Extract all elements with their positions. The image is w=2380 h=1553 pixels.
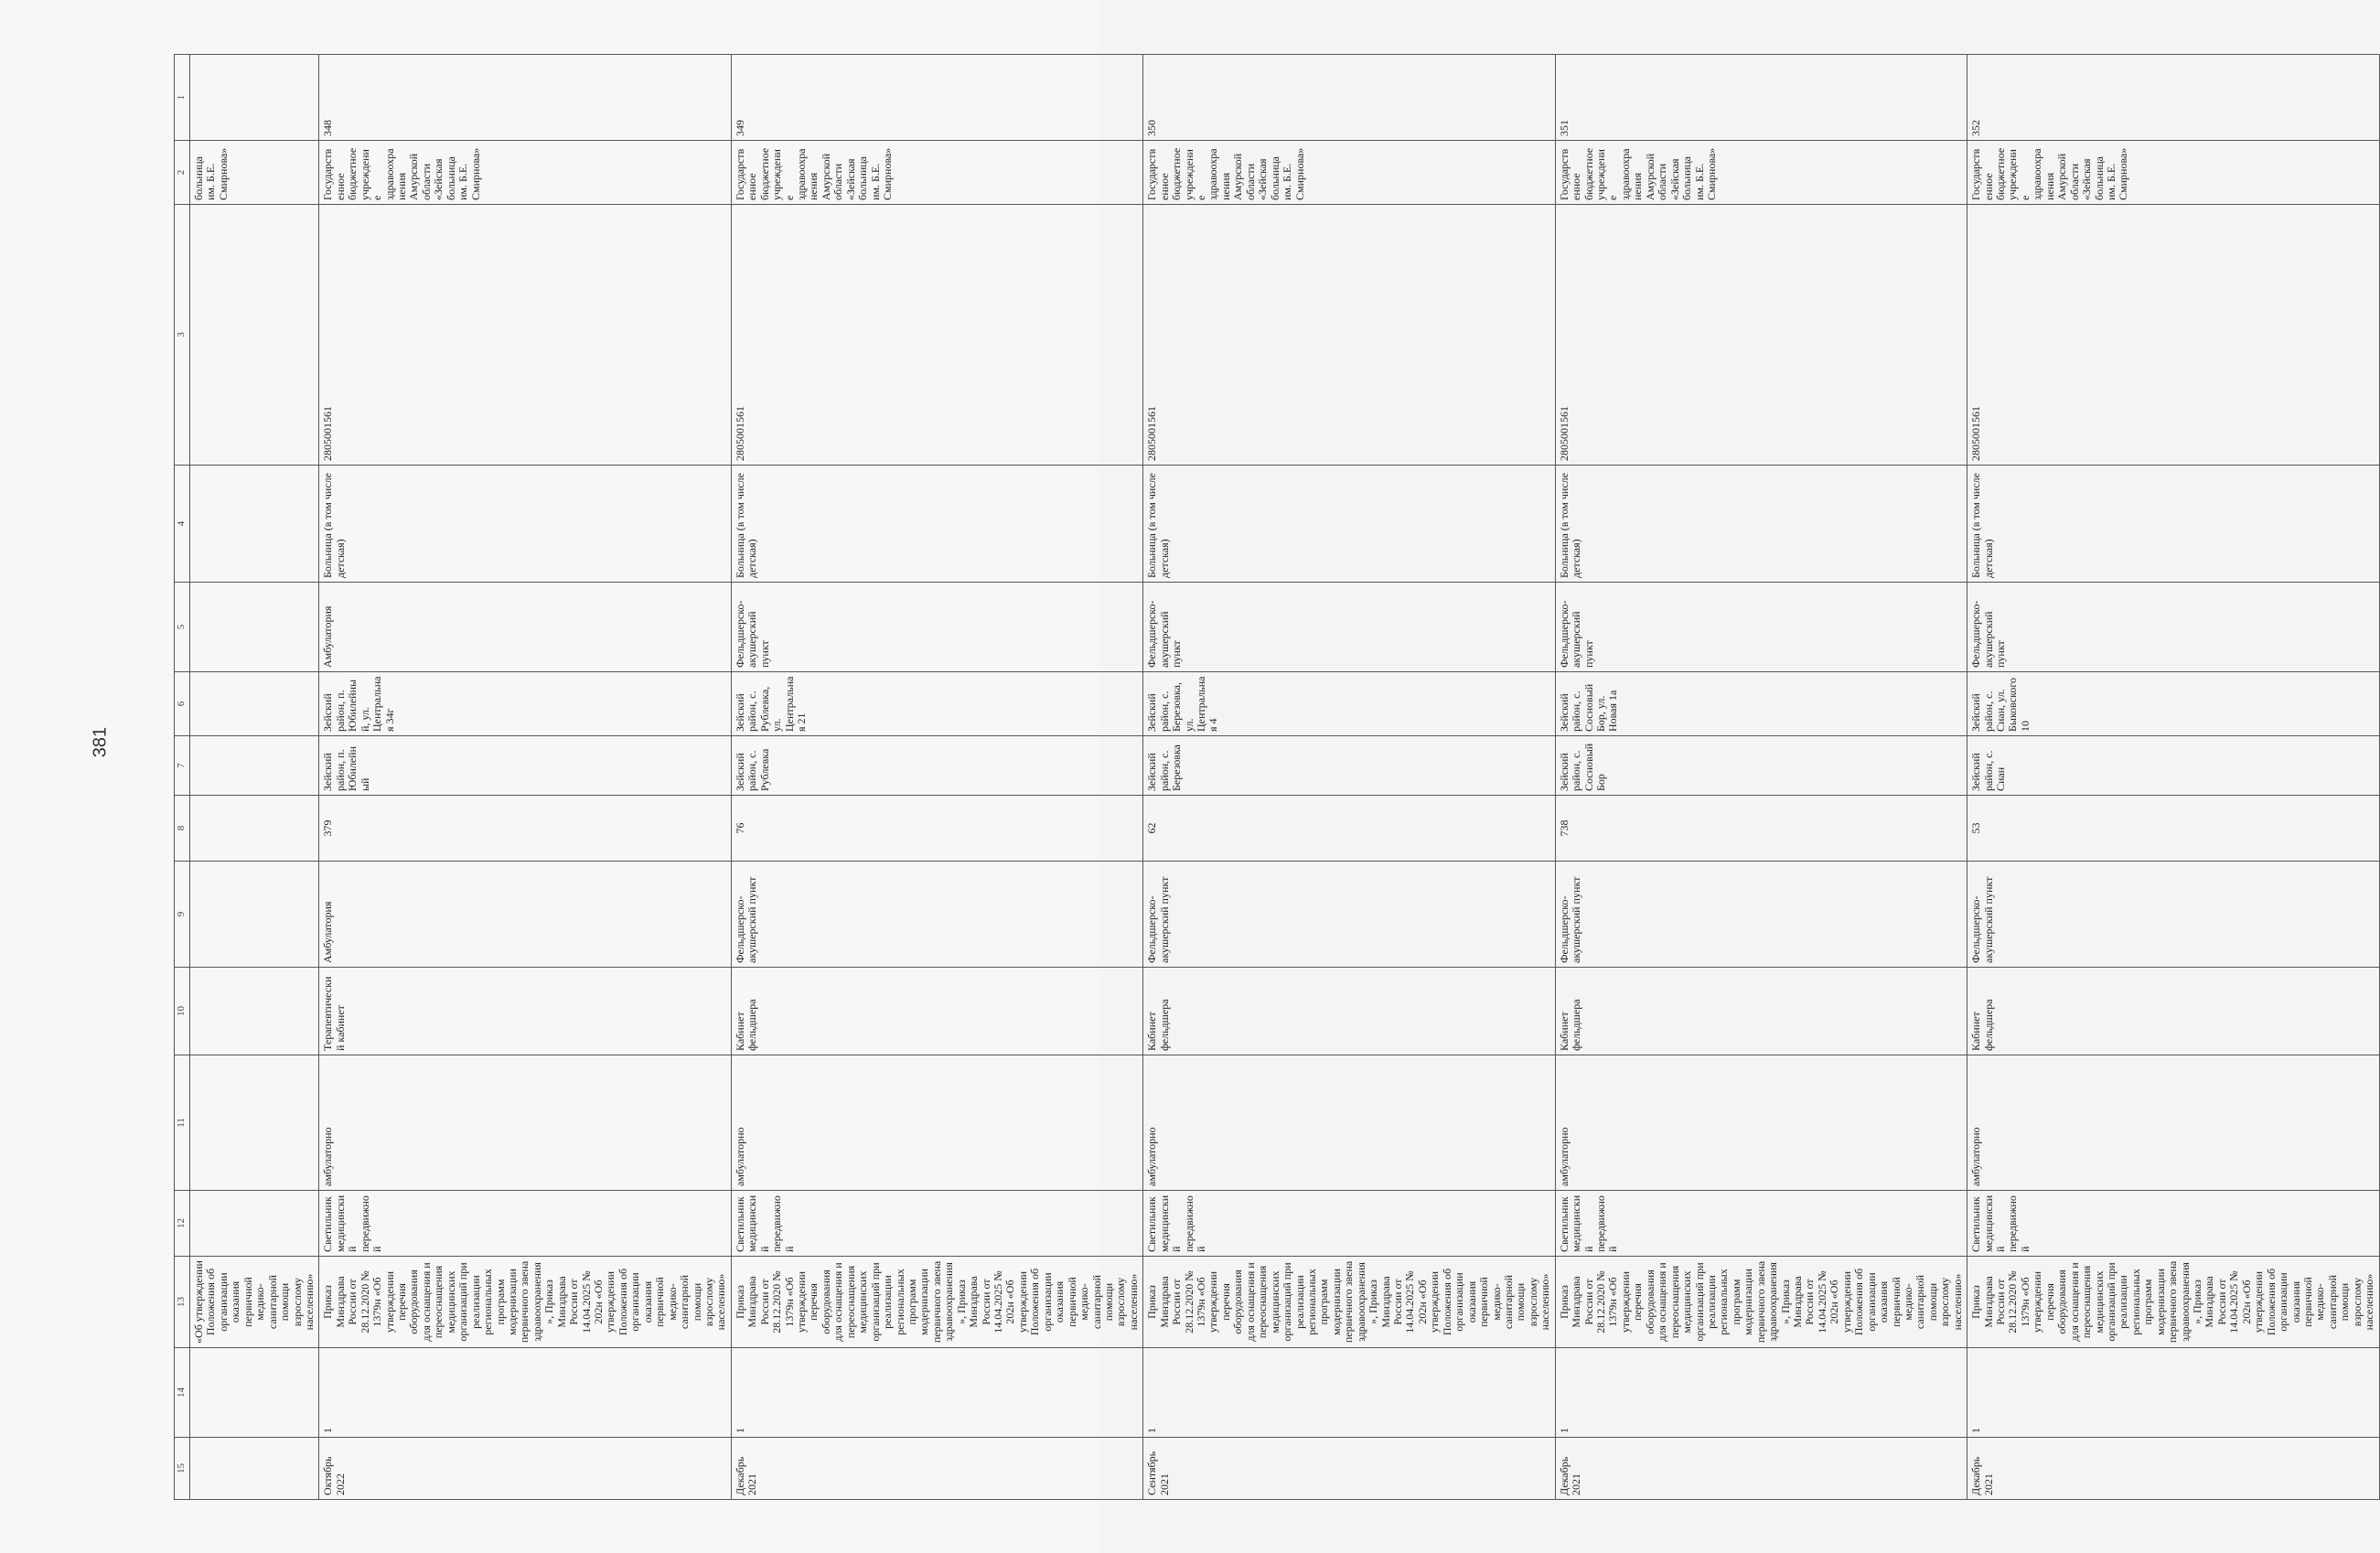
population-cell: 53 [1967, 796, 2379, 862]
room-cell: Кабинет фельдшера [1555, 968, 1967, 1055]
col-number: 8 [175, 796, 190, 862]
continuation-row [190, 55, 319, 1500]
basis-cell: Приказ Минздрава России от 28.12.2020 № 1379н «Об утверждении перечня оборудования для оснащения и переоснащения медицинских организаций при реализации региональных программ модернизации первичного звена здравоохранения», Приказ Минздрава России от 14.04.2025 № 202н «Об утверждении Положения об организации оказания первичной медико-санитарной помощи взрослому населению» [1967, 1257, 2379, 1348]
table-row [319, 55, 731, 1500]
type-cell: Больница (в том числе детская) [1967, 466, 2379, 583]
unit-short-cell: Фельдшерско-акушерский пункт [1967, 862, 2379, 968]
unit-short-cell: Фельдшерско-акушерский пункт [731, 862, 1142, 968]
table-row [1555, 55, 1967, 1500]
equipment-cell: Светильник медицинский передвижной [1555, 1191, 1967, 1257]
basis-cell: Приказ Минздрава России от 28.12.2020 № 1379н «Об утверждении перечня оборудования для оснащения и переоснащения медицинских организаций при реализации региональных программ модернизации первичного звена здравоохранения», Приказ Минздрава России от 14.04.2025 № 202н «Об утверждении Положения об организации оказания первичной медико-санитарной помощи взрослому населению» [1143, 1257, 1555, 1348]
qty-cell: 1 [1143, 1348, 1555, 1438]
unit-cell: Фельдшерско-акушерский пункт [1967, 583, 2379, 672]
qty-cell: 1 [731, 1348, 1142, 1438]
unit-cell: Фельдшерско-акушерский пункт [731, 583, 1142, 672]
col-number: 6 [175, 672, 190, 736]
locality-cell: Зейский район, с. Сосновый Бор [1555, 736, 1967, 796]
mode-cell: амбулаторно [319, 1055, 731, 1191]
org-cell: Государственное бюджетное учреждение здравоохранения Амурской области «Зейская больница им. Б.Е. Смирнова» [1967, 141, 2379, 205]
room-cell: Терапевтический кабинет [319, 968, 731, 1055]
qty-cell: 1 [319, 1348, 731, 1438]
address-cell: Зейский район, п. Юбилейный, ул. Центральная 34г [319, 672, 731, 736]
col-number: 5 [175, 583, 190, 672]
inn-cell: 2805001561 [1143, 205, 1555, 466]
address-cell: Зейский район, с. Березовка, ул. Центральная 4 [1143, 672, 1555, 736]
col-number: 7 [175, 736, 190, 796]
rotated-table-sheet [174, 55, 2376, 1500]
org-cell: Государственное бюджетное учреждение здравоохранения Амурской области «Зейская больница им. Б.Е. Смирнова» [1143, 141, 1555, 205]
col-number: 13 [175, 1257, 190, 1348]
org-cell: больница им. Б.Е. Смирнова» [190, 141, 319, 205]
type-cell: Больница (в том числе детская) [319, 466, 731, 583]
unit-cell: Фельдшерско-акушерский пункт [1143, 583, 1555, 672]
row-number-cell: 349 [731, 55, 1142, 141]
column-number-row [175, 55, 190, 1500]
address-cell: Зейский район, с. Сиан, ул. Быковского 10 [1967, 672, 2379, 736]
address-cell: Зейский район, с. Рублевка, ул. Центральная 21 [731, 672, 1142, 736]
mode-cell: амбулаторно [731, 1055, 1142, 1191]
col-number: 14 [175, 1348, 190, 1438]
col-number: 11 [175, 1055, 190, 1191]
type-cell: Больница (в том числе детская) [1143, 466, 1555, 583]
type-cell: Больница (в том числе детская) [1555, 466, 1967, 583]
locality-cell: Зейский район, с. Рублевка [731, 736, 1142, 796]
mode-cell: амбулаторно [1143, 1055, 1555, 1191]
unit-cell: Фельдшерско-акушерский пункт [1555, 583, 1967, 672]
type-cell: Больница (в том числе детская) [731, 466, 1142, 583]
col-number: 15 [175, 1438, 190, 1500]
unit-short-cell: Фельдшерско-акушерский пункт [1555, 862, 1967, 968]
basis-cell: Приказ Минздрава России от 28.12.2020 № 1379н «Об утверждении перечня оборудования для оснащения и переоснащения медицинских организаций при реализации региональных программ модернизации первичного звена здравоохранения», Приказ Минздрава России от 14.04.2025 № 202н «Об утверждении Положения об организации оказания первичной медико-санитарной помощи взрослому населению» [319, 1257, 731, 1348]
room-cell: Кабинет фельдшера [1967, 968, 2379, 1055]
address-cell: Зейский район, с. Сосновый Бор, ул. Новая 1а [1555, 672, 1967, 736]
qty-cell: 1 [1967, 1348, 2379, 1438]
table-row [1143, 55, 1555, 1500]
col-number: 12 [175, 1191, 190, 1257]
col-number: 4 [175, 466, 190, 583]
unit-cell: Амбулатория [319, 583, 731, 672]
page-number: 381 [90, 726, 111, 758]
population-cell: 738 [1555, 796, 1967, 862]
equipment-register-table [174, 54, 2380, 1500]
locality-cell: Зейский район, с. Сиан [1967, 736, 2379, 796]
population-cell: 76 [731, 796, 1142, 862]
table-row [731, 55, 1142, 1500]
table-row [1967, 55, 2379, 1500]
org-cell: Государственное бюджетное учреждение здравоохранения Амурской области «Зейская больница им. Б.Е. Смирнова» [731, 141, 1142, 205]
row-number-cell: 350 [1143, 55, 1555, 141]
equipment-cell: Светильник медицинский передвижной [1967, 1191, 2379, 1257]
inn-cell: 2805001561 [1555, 205, 1967, 466]
col-number: 9 [175, 862, 190, 968]
col-number: 10 [175, 968, 190, 1055]
inn-cell: 2805001561 [1967, 205, 2379, 466]
row-number-cell: 352 [1967, 55, 2379, 141]
basis-cell: Приказ Минздрава России от 28.12.2020 № 1379н «Об утверждении перечня оборудования для оснащения и переоснащения медицинских организаций при реализации региональных программ модернизации первичного звена здравоохранения», Приказ Минздрава России от 14.04.2025 № 202н «Об утверждении Положения об организации оказания первичной медико-санитарной помощи взрослому населению» [731, 1257, 1142, 1348]
room-cell: Кабинет фельдшера [1143, 968, 1555, 1055]
qty-cell: 1 [1555, 1348, 1967, 1438]
equipment-cell: Светильник медицинский передвижной [1143, 1191, 1555, 1257]
basis-cell: Приказ Минздрава России от 28.12.2020 № 1379н «Об утверждении перечня оборудования для оснащения и переоснащения медицинских организаций при реализации региональных программ модернизации первичного звена здравоохранения», Приказ Минздрава России от 14.04.2025 № 202н «Об утверждении Положения об организации оказания первичной медико-санитарной помощи взрослому населению» [1555, 1257, 1967, 1348]
row-number-cell: 348 [319, 55, 731, 141]
date-cell: Декабрь 2021 [1555, 1438, 1967, 1500]
col-number: 3 [175, 205, 190, 466]
unit-short-cell: Фельдшерско-акушерский пункт [1143, 862, 1555, 968]
date-cell: Декабрь 2021 [731, 1438, 1142, 1500]
locality-cell: Зейский район, п. Юбилейный [319, 736, 731, 796]
inn-cell: 2805001561 [319, 205, 731, 466]
room-cell: Кабинет фельдшера [731, 968, 1142, 1055]
locality-cell: Зейский район, с. Березовка [1143, 736, 1555, 796]
org-cell: Государственное бюджетное учреждение здравоохранения Амурской области «Зейская больница им. Б.Е. Смирнова» [319, 141, 731, 205]
unit-short-cell: Амбулатория [319, 862, 731, 968]
col-number: 1 [175, 55, 190, 141]
basis-cell: «Об утверждении Положения об организации оказания первичной медико-санитарной помощи взрослому населению» [190, 1257, 319, 1348]
equipment-cell: Светильник медицинский передвижной [731, 1191, 1142, 1257]
date-cell: Декабрь 2021 [1967, 1438, 2379, 1500]
equipment-cell: Светильник медицинский передвижной [319, 1191, 731, 1257]
population-cell: 379 [319, 796, 731, 862]
mode-cell: амбулаторно [1967, 1055, 2379, 1191]
date-cell: Сентябрь 2021 [1143, 1438, 1555, 1500]
inn-cell: 2805001561 [731, 205, 1142, 466]
org-cell: Государственное бюджетное учреждение здравоохранения Амурской области «Зейская больница им. Б.Е. Смирнова» [1555, 141, 1967, 205]
row-number-cell: 351 [1555, 55, 1967, 141]
date-cell: Октябрь 2022 [319, 1438, 731, 1500]
population-cell: 62 [1143, 796, 1555, 862]
col-number: 2 [175, 141, 190, 205]
mode-cell: амбулаторно [1555, 1055, 1967, 1191]
